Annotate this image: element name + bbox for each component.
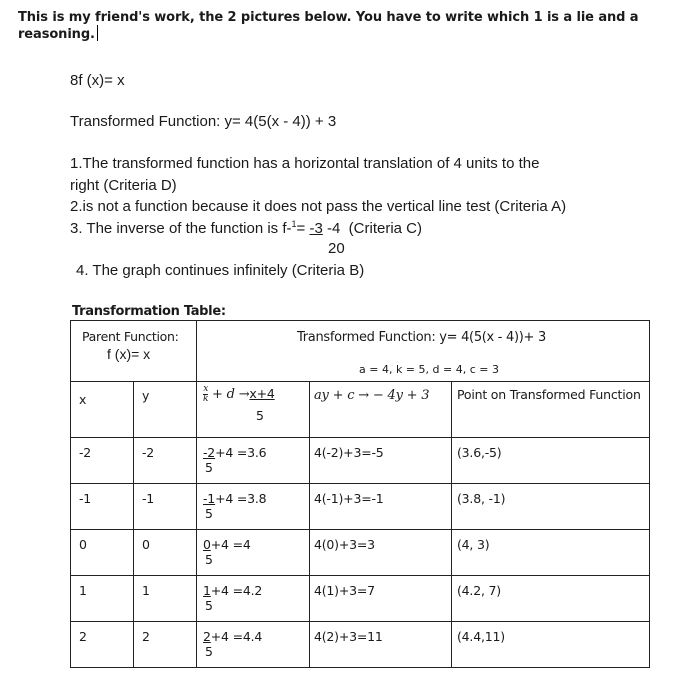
row-point: (3.8, -1) bbox=[457, 491, 506, 506]
frac-num: x bbox=[203, 384, 209, 394]
xformula-right: x+4 bbox=[249, 386, 275, 401]
header-x: x bbox=[79, 392, 87, 407]
row-xcalc-rest: +4 =4.4 bbox=[210, 629, 263, 644]
row-ycalc: 4(-1)+3=-1 bbox=[314, 491, 384, 506]
statement-1a: 1.The transformed function has a horizontal translation of 4 units to the bbox=[70, 155, 540, 172]
prompt-text[interactable] bbox=[18, 10, 697, 42]
header-xformula-cell bbox=[197, 382, 310, 438]
row-xcalc-num: 0 bbox=[203, 537, 211, 552]
row-y: 1 bbox=[142, 583, 150, 598]
header-yformula: ay + c → − 4y + 3 bbox=[314, 388, 430, 403]
row-xcalc-rest: +4 =3.8 bbox=[215, 491, 267, 506]
statement-3-sup: 1 bbox=[291, 219, 297, 229]
table-row bbox=[71, 530, 650, 576]
row-point: (4, 3) bbox=[457, 537, 490, 552]
statement-3-eq: = bbox=[296, 220, 310, 237]
statement-3-numerator: -3 bbox=[309, 220, 323, 237]
row-xcalc-den: 5 bbox=[205, 598, 213, 613]
transformation-params: a = 4, k = 5, d = 4, c = 3 bbox=[359, 363, 499, 376]
parent-function-label: Parent Function: bbox=[82, 329, 179, 344]
row-xcalc-den: 5 bbox=[205, 644, 213, 659]
header-x-cell bbox=[71, 382, 134, 438]
table-row bbox=[71, 576, 650, 622]
row-y: 0 bbox=[142, 537, 150, 552]
header-y-cell bbox=[134, 382, 197, 438]
header-point: Point on Transformed Function bbox=[457, 387, 641, 402]
transformed-function-line: Transformed Function: y= 4(5(x - 4)) + 3 bbox=[70, 113, 337, 130]
statement-3-denominator: 20 bbox=[328, 240, 345, 257]
row-ycalc: 4(2)+3=11 bbox=[314, 629, 383, 644]
row-xcalc bbox=[203, 583, 262, 598]
header-y: y bbox=[142, 388, 150, 403]
row-xcalc-rest: +4 =4 bbox=[210, 537, 251, 552]
transformed-function-cell bbox=[197, 321, 650, 382]
table-title: Transformation Table: bbox=[72, 304, 226, 319]
row-xcalc bbox=[203, 629, 262, 644]
row-x: -1 bbox=[79, 491, 92, 506]
row-x: 1 bbox=[79, 583, 87, 598]
row-point: (4.2, 7) bbox=[457, 583, 501, 598]
row-xcalc-rest: +4 =3.6 bbox=[215, 445, 267, 460]
header-xformula bbox=[203, 385, 275, 404]
row-xcalc-num: 2 bbox=[203, 629, 211, 644]
header-yformula-cell bbox=[310, 382, 452, 438]
row-xcalc-den: 5 bbox=[205, 552, 213, 567]
x-over-k-fraction bbox=[203, 385, 208, 404]
transformed-function-label: Transformed Function: y= 4(5(x - 4))+ 3 bbox=[297, 330, 546, 345]
row-ycalc: 4(1)+3=7 bbox=[314, 583, 375, 598]
statement-4: 4. The graph continues infinitely (Criteria B) bbox=[76, 262, 365, 279]
row-point: (4.4,11) bbox=[457, 629, 505, 644]
row-xcalc-num: 1 bbox=[203, 583, 211, 598]
row-x: -2 bbox=[79, 445, 92, 460]
xformula-mid: + d → bbox=[212, 387, 250, 402]
row-xcalc-den: 5 bbox=[205, 506, 213, 521]
table-header-top-row bbox=[71, 321, 650, 382]
row-y: -1 bbox=[142, 491, 155, 506]
parent-function-cell bbox=[71, 321, 197, 382]
table-header-row bbox=[71, 382, 650, 438]
table-row bbox=[71, 484, 650, 530]
header-point-cell bbox=[452, 382, 650, 438]
function-line: 8f (x)= x bbox=[70, 72, 125, 89]
xformula-den: 5 bbox=[256, 408, 264, 423]
statement-3-criteria: (Criteria C) bbox=[340, 220, 422, 237]
row-xcalc-den: 5 bbox=[205, 460, 213, 475]
row-xcalc bbox=[203, 491, 266, 506]
statement-1b: right (Criteria D) bbox=[70, 177, 177, 194]
table-row bbox=[71, 622, 650, 668]
statement-3-minus: -4 bbox=[322, 220, 341, 237]
row-xcalc bbox=[203, 445, 266, 460]
transformation-table bbox=[70, 320, 650, 668]
row-y: -2 bbox=[142, 445, 155, 460]
row-xcalc bbox=[203, 537, 251, 552]
row-xcalc-num: -1 bbox=[203, 491, 216, 506]
row-xcalc-num: -2 bbox=[203, 445, 216, 460]
table-row bbox=[71, 438, 650, 484]
statement-3 bbox=[70, 219, 422, 237]
prompt-text-content: This is my friend's work, the 2 pictures below. You have to write which 1 is a lie and a reasoning. bbox=[18, 10, 639, 42]
row-xcalc-rest: +4 =4.2 bbox=[210, 583, 263, 598]
statement-2: 2.is not a function because it does not pass the vertical line test (Criteria A) bbox=[70, 198, 567, 215]
frac-den: k bbox=[203, 394, 209, 404]
row-ycalc: 4(-2)+3=-5 bbox=[314, 445, 384, 460]
row-ycalc: 4(0)+3=3 bbox=[314, 537, 375, 552]
row-x: 2 bbox=[79, 629, 87, 644]
text-caret bbox=[97, 25, 98, 41]
row-x: 0 bbox=[79, 537, 87, 552]
statement-3-prefix: 3. The inverse of the function is f- bbox=[70, 220, 292, 237]
row-point: (3.6,-5) bbox=[457, 445, 502, 460]
parent-function-expr: f (x)= x bbox=[107, 346, 151, 362]
row-y: 2 bbox=[142, 629, 150, 644]
